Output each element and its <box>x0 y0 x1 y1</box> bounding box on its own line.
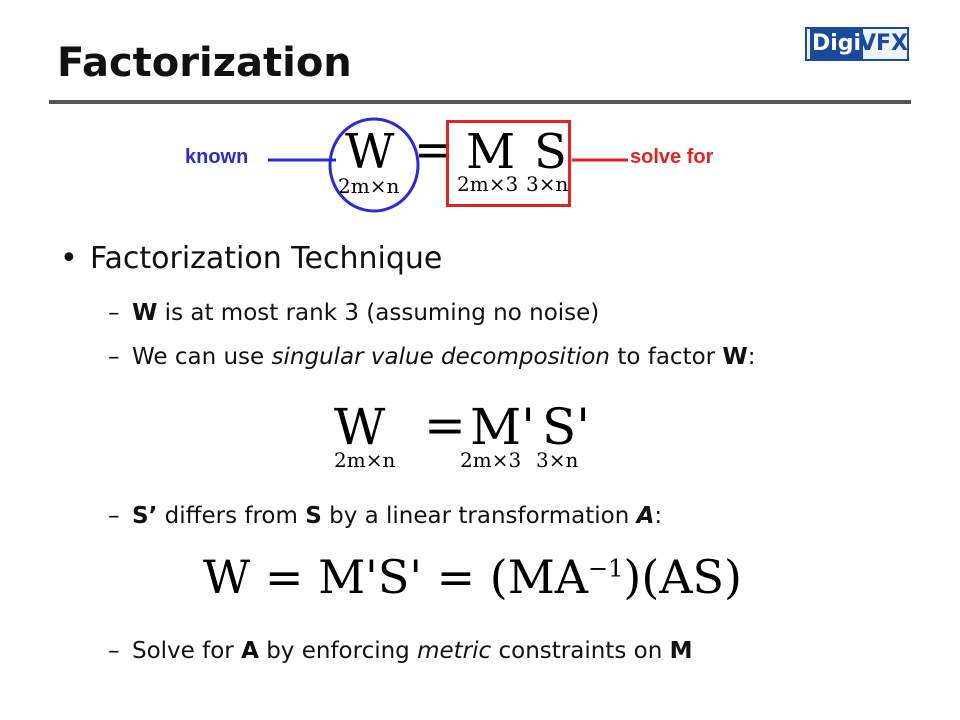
eq3-part2: )(AS) <box>623 550 742 604</box>
term-metric: metric <box>417 638 492 664</box>
sub-bullet-4 <box>108 638 692 664</box>
known-label: known <box>185 146 249 168</box>
term-m: M <box>669 638 693 664</box>
term-a: A <box>636 503 655 529</box>
dash: – <box>108 503 120 529</box>
sub-bullet-3 <box>108 503 662 529</box>
diagram-lhs-w: W <box>345 124 395 180</box>
sub-bullet-1-text: is at most rank 3 (assuming no noise) <box>157 300 600 326</box>
term-s-prime: S’ <box>132 503 158 529</box>
bullet-dot: • <box>60 241 78 276</box>
eq2-equals: = <box>424 396 466 454</box>
text: Solve for <box>132 638 242 664</box>
text: We can use <box>132 344 272 370</box>
logo-digi: Digi <box>810 29 863 59</box>
solve-for-label: solve for <box>630 146 714 168</box>
eq2-lhs-sub: 2m×n <box>334 448 396 472</box>
dash: – <box>108 344 120 370</box>
diagram-equals: = <box>414 122 455 178</box>
eq2-rhs1-sub: 2m×3 <box>460 448 522 472</box>
diagram-rhs2-sub: 3×n <box>526 172 569 196</box>
dash: – <box>108 638 120 664</box>
eq3-inverse-exponent: −1 <box>588 554 624 583</box>
text: : <box>747 344 756 370</box>
text: to factor <box>610 344 723 370</box>
text: : <box>654 503 663 529</box>
solve-for-connector <box>572 150 632 170</box>
diagram-lhs-sub: 2m×n <box>338 174 400 198</box>
title-divider <box>49 100 911 104</box>
bullet-main-text: Factorization Technique <box>90 241 443 276</box>
eq2-lhs: W <box>334 398 386 456</box>
eq2-rhs-s: S' <box>542 398 590 456</box>
term-s: S <box>305 503 322 529</box>
text: differs from <box>157 503 306 529</box>
term-a: A <box>241 638 259 664</box>
digivfx-logo <box>805 27 909 61</box>
dash: – <box>108 300 120 326</box>
bullet-main <box>60 241 442 276</box>
page-title: Factorization <box>57 40 352 86</box>
term-w: W <box>722 344 748 370</box>
text: by enforcing <box>258 638 418 664</box>
eq3 <box>203 550 742 604</box>
term-w: W <box>132 300 158 326</box>
diagram-rhs-s: S <box>534 124 567 180</box>
term-svd: singular value decomposition <box>271 344 611 370</box>
diagram-rhs1-sub: 2m×3 <box>457 172 519 196</box>
sub-bullet-1 <box>108 300 599 326</box>
logo-vfx: VFX <box>859 31 909 56</box>
eq3-part1: W = M'S' = (MA <box>203 550 589 604</box>
diagram-rhs-m: M <box>466 124 516 180</box>
eq2-rhs-m: M' <box>470 398 535 456</box>
text: by a linear transformation <box>321 503 637 529</box>
text: constraints on <box>491 638 670 664</box>
eq2-rhs2-sub: 3×n <box>536 448 579 472</box>
sub-bullet-2 <box>108 344 756 370</box>
